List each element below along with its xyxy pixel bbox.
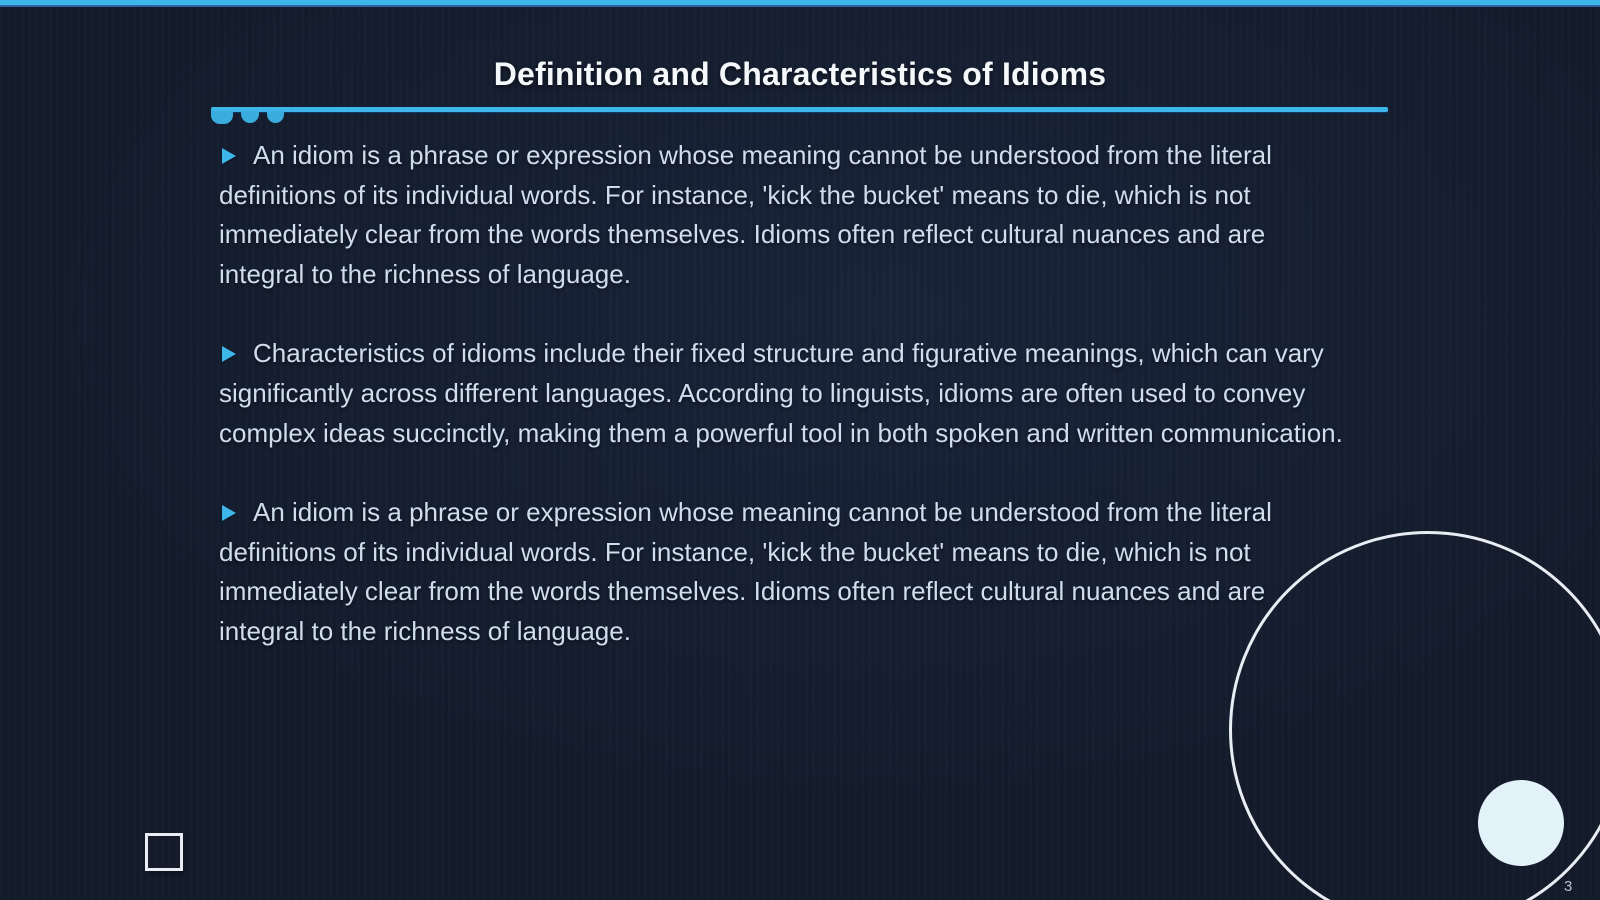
bullet-paragraph xyxy=(219,334,1357,453)
bullet-triangle-icon xyxy=(222,346,236,362)
decorative-filled-circle xyxy=(1478,780,1564,866)
title-divider-tabs xyxy=(211,111,284,124)
top-accent-bar xyxy=(0,0,1600,7)
divider-tab-icon xyxy=(267,111,284,123)
title-divider-rule xyxy=(211,107,1388,112)
bullet-text: Characteristics of idioms include their fixed structure and figurative meanings, which can vary significantly across different languages. According to linguists, idioms are often used to convey complex ideas succinctly, making them a powerful tool in both spoken and written communication. xyxy=(219,338,1343,448)
bullet-paragraph xyxy=(219,136,1357,294)
divider-tab-icon xyxy=(241,111,259,123)
bullet-text: An idiom is a phrase or expression whose meaning cannot be understood from the literal definitions of its individual words. For instance, 'kick the bucket' means to die, which is not immediately clear from the words themselves. Idioms often reflect cultural nuances and are integral to the richness of language. xyxy=(219,497,1272,646)
bullet-text: An idiom is a phrase or expression whose meaning cannot be understood from the literal definitions of its individual words. For instance, 'kick the bucket' means to die, which is not immediately clear from the words themselves. Idioms often reflect cultural nuances and are integral to the richness of language. xyxy=(219,140,1272,289)
bullet-paragraph xyxy=(219,493,1357,651)
divider-tab-icon xyxy=(211,111,233,124)
page-number: 3 xyxy=(1564,878,1573,895)
bullet-triangle-icon xyxy=(222,505,236,521)
bullet-triangle-icon xyxy=(222,148,236,164)
slide-title: Definition and Characteristics of Idioms xyxy=(493,56,1107,92)
slide-body xyxy=(219,136,1357,692)
decorative-square-outline xyxy=(145,833,183,871)
